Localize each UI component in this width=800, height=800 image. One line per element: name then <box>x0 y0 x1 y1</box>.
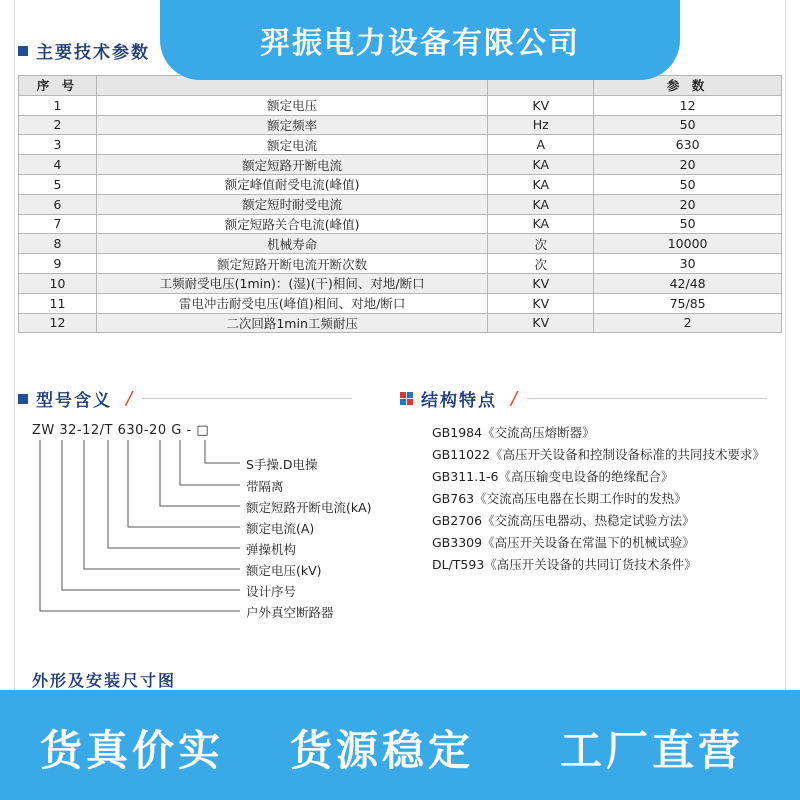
spec-section-title: 主要技术参数 <box>36 43 150 63</box>
model-label: 弹操机构 <box>246 542 297 557</box>
slogan-factory-direct: 工厂直营 <box>560 726 745 775</box>
slogan-bar <box>0 690 800 800</box>
cell-unit: KA <box>488 194 594 214</box>
cell-value: 50 <box>594 214 782 234</box>
model-label: 带隔离 <box>246 479 284 494</box>
standard-item: GB11022《高压开关设备和控制设备标准的共同技术要求》 <box>432 447 766 462</box>
cell-index: 4 <box>19 155 97 175</box>
cell-value: 20 <box>594 155 782 175</box>
cell-index: 1 <box>19 95 97 115</box>
leader-line <box>160 440 240 506</box>
cell-index: 5 <box>19 174 97 194</box>
cell-item: 额定电压 <box>96 95 487 115</box>
model-label: 户外真空断路器 <box>246 605 334 620</box>
cell-item: 机械寿命 <box>96 234 487 254</box>
quad-square-icon <box>400 392 413 405</box>
model-label: 额定短路开断电流(kA) <box>246 500 372 515</box>
standard-item: DL/T593《高压开关设备的共同订货技术条件》 <box>432 557 697 572</box>
slogan-genuine: 货真价实 <box>40 726 225 775</box>
slash-decoration-icon: / <box>126 388 133 409</box>
slash-decoration-icon: / <box>511 388 518 409</box>
cell-index: 6 <box>19 194 97 214</box>
slogan-stable-supply: 货源稳定 <box>290 726 475 775</box>
company-name: 羿振电力设备有限公司 <box>260 26 580 61</box>
cell-unit: KV <box>488 313 594 333</box>
dimension-section-title: 外形及安装尺寸图 <box>32 671 177 690</box>
cell-value: 50 <box>594 115 782 135</box>
cell-item: 额定频率 <box>96 115 487 135</box>
section-rule <box>527 398 767 399</box>
model-label: 额定电流(A) <box>246 521 315 536</box>
cell-unit: KA <box>488 174 594 194</box>
cell-value: 42/48 <box>594 273 782 293</box>
leader-line <box>40 440 240 611</box>
model-label: S手操.D电操 <box>246 457 318 472</box>
cell-value: 630 <box>594 135 782 155</box>
cell-unit: KV <box>488 95 594 115</box>
company-banner <box>160 0 680 80</box>
header-index: 序 号 <box>19 76 97 96</box>
leader-line <box>205 440 240 463</box>
model-code: ZW 32-12/T 630-20 G - □ <box>32 423 210 438</box>
cell-index: 9 <box>19 254 97 274</box>
cell-index: 2 <box>19 115 97 135</box>
structure-section-title: 结构特点 <box>421 391 497 411</box>
cell-item: 额定峰值耐受电流(峰值) <box>96 174 487 194</box>
cell-index: 3 <box>19 135 97 155</box>
cell-value: 2 <box>594 313 782 333</box>
cell-item: 二次回路1min工频耐压 <box>96 313 487 333</box>
model-label: 设计序号 <box>246 584 297 599</box>
standard-item: GB3309《高压开关设备在常温下的机械试验》 <box>432 535 695 550</box>
cell-value: 10000 <box>594 234 782 254</box>
cell-index: 8 <box>19 234 97 254</box>
cell-index: 12 <box>19 313 97 333</box>
cell-unit: KV <box>488 273 594 293</box>
model-label: 额定电压(kV) <box>246 563 322 578</box>
leader-line <box>84 440 240 569</box>
model-section-title: 型号含义 <box>36 391 112 411</box>
cell-unit: KA <box>488 155 594 175</box>
cell-unit: KA <box>488 214 594 234</box>
structure-section-header <box>400 386 767 411</box>
cell-unit: Hz <box>488 115 594 135</box>
cell-index: 11 <box>19 293 97 313</box>
cell-item: 雷电冲击耐受电压(峰值)相间、对地/断口 <box>96 293 487 313</box>
cell-item: 额定电流 <box>96 135 487 155</box>
cell-item: 额定短路开断电流开断次数 <box>96 254 487 274</box>
cell-unit: 次 <box>488 254 594 274</box>
cell-item: 额定短路开断电流 <box>96 155 487 175</box>
standard-item: GB2706《交流高压电器动、热稳定试验方法》 <box>432 513 695 528</box>
standard-item: GB1984《交流高压熔断器》 <box>432 425 595 440</box>
standard-item: GB763《交流高压电器在长期工作时的发热》 <box>432 491 687 506</box>
cell-item: 工频耐受电压(1min)：(湿)(干)相间、对地/断口 <box>96 273 487 293</box>
cell-item: 额定短时耐受电流 <box>96 194 487 214</box>
cell-value: 12 <box>594 95 782 115</box>
standard-item: GB311.1-6《高压输变电设备的绝缘配合》 <box>432 469 674 484</box>
cell-unit: KV <box>488 293 594 313</box>
header-value: 参 数 <box>594 76 782 96</box>
cell-unit: 次 <box>488 234 594 254</box>
leader-line <box>128 440 240 527</box>
cell-index: 7 <box>19 214 97 234</box>
cell-item: 额定短路关合电流(峰值) <box>96 214 487 234</box>
cell-value: 30 <box>594 254 782 274</box>
cell-index: 10 <box>19 273 97 293</box>
cell-unit: A <box>488 135 594 155</box>
cell-value: 50 <box>594 174 782 194</box>
cell-value: 75/85 <box>594 293 782 313</box>
cell-value: 20 <box>594 194 782 214</box>
